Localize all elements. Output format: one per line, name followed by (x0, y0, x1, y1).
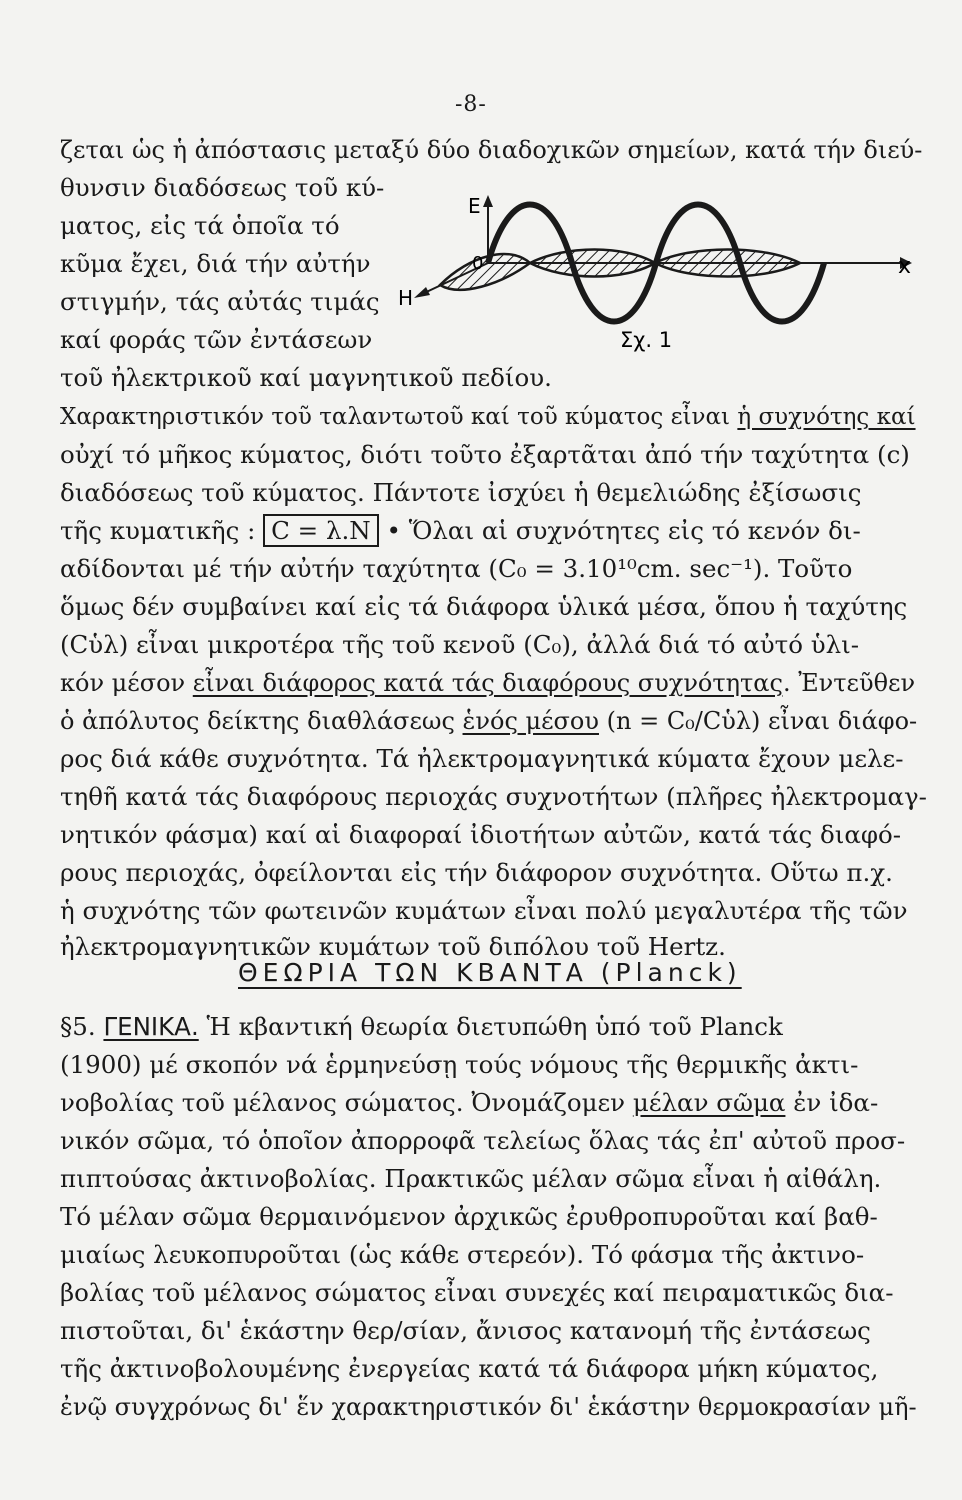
text-line: τοῦ ἠλεκτρικοῦ καί μαγνητικοῦ πεδίου. (60, 363, 552, 392)
text-line: ρους περιοχάς, ὀφείλονται εἰς τήν διάφορον συχνότητα. Οὕτω π.χ. (60, 858, 893, 887)
text-segment: . Ἐντεῦθεν (782, 669, 916, 697)
underlined-phrase: μέλαν σῶμα (632, 1088, 786, 1117)
underlined-phrase: ἡ συχνότης καί (737, 404, 916, 430)
text-line: πιπτούσας ἀκτινοβολίας. Πρακτικῶς μέλαν σῶμα εἶναι ἡ αἰθάλη. (60, 1164, 882, 1193)
text-segment: (n = C₀/Cὑλ) εἶναι διάφο- (606, 707, 918, 735)
text-line: (1900) μέ σκοπόν νά ἑρμηνεύσῃ τούς νόμους τῆς θερμικῆς ἀκτι- (60, 1050, 859, 1079)
text-line: ὅμως δέν συμβαίνει καί εἰς τά διάφορα ὑλικά μέσα, ὅπου ἡ ταχύτης (60, 592, 908, 621)
section-label: ΓΕΝΙΚΑ. (103, 1012, 199, 1041)
text-line: μιαίως λευκοπυροῦται (ὡς κάθε στερεόν). Τό φάσμα τῆς ἀκτινο- (60, 1240, 865, 1269)
figure-caption: Σχ. 1 (620, 328, 673, 352)
boxed-equation: C = λ.N (263, 514, 379, 547)
text-line: ἠλεκτρομαγνητικῶν κυμάτων τοῦ διπόλου τοῦ Hertz. (60, 932, 726, 961)
e-axis-arrow (483, 195, 493, 207)
text-line (60, 516, 861, 546)
text-segment: Ἡ κβαντική θεωρία διετυπώθη ὑπό τοῦ Planck (206, 1012, 783, 1041)
h-axis-arrow (414, 287, 430, 298)
text-line: στιγμήν, τάς αὐτάς τιμάς (60, 287, 380, 316)
text-line (60, 402, 916, 432)
text-line: βολίας τοῦ μέλανος σώματος εἶναι συνεχές καί πειραματικῶς δια- (60, 1278, 894, 1307)
origin-label: 0 (472, 253, 484, 274)
text-line: ρος διά κάθε συχνότητα. Τά ἠλεκτρομαγνητικά κύματα ἔχουν μελε- (60, 744, 904, 773)
text-line: νητικόν φάσμα) καί αἱ διαφοραί ἰδιοτήτων αὐτῶν, κατά τάς διαφό- (60, 820, 902, 849)
text-segment: • Ὅλαι αἱ συχνότητες εἰς τό κενόν δι- (386, 516, 861, 545)
text-line (60, 668, 915, 698)
text-line: πιστοῦται, δι' ἑκάστην θερ/σίαν, ἄνισος κατανομή τῆς ἐντάσεως (60, 1316, 871, 1345)
text-line: ἐνῷ συγχρόνως δι' ἕν χαρακτηριστικόν δι' ἑκάστην θερμοκρασίαν μῆ- (60, 1393, 917, 1421)
magnetic-wave-lobe (530, 250, 655, 277)
text-segment: νοβολίας τοῦ μέλανος σώματος. Ὀνομάζομεν (60, 1088, 626, 1117)
text-line: (Cὑλ) εἶναι μικροτέρα τῆς τοῦ κενοῦ (C₀), ἀλλά διά τό αὐτό ὑλι- (60, 630, 860, 659)
section-heading: ΘΕΩΡΙΑ ΤΩΝ ΚΒΑΝΤΑ (Planck) (238, 958, 742, 987)
text-line: ἡ συχνότης τῶν φωτεινῶν κυμάτων εἶναι πολύ μεγαλυτέρα τῆς τῶν (60, 896, 908, 925)
text-segment: κόν μέσον (60, 669, 186, 697)
axis-h-label: H (398, 286, 414, 310)
text-segment: ἐν ἰδα- (793, 1088, 879, 1117)
text-segment: ὁ ἀπόλυτος δείκτης διαθλάσεως (60, 707, 455, 735)
section-number: §5. (60, 1012, 96, 1041)
magnetic-wave-lobe (440, 254, 530, 290)
text-line: ματος, εἰς τά ὁποῖα τό (60, 211, 340, 240)
text-line: διαδόσεως τοῦ κύματος. Πάντοτε ἰσχύει ἡ θεμελιώδης ἐξίσωσις (60, 478, 862, 507)
text-line: ζεται ὡς ἡ ἀπόστασις μεταξύ δύο διαδοχικῶν σημείων, κατά τήν διεύ- (60, 136, 923, 164)
page-number: -8- (455, 92, 487, 117)
wave-figure (380, 185, 925, 360)
text-line: αδίδονται μέ τήν αὐτήν ταχύτητα (C₀ = 3.10¹⁰cm. sec⁻¹). Τοῦτο (60, 554, 853, 583)
text-line (60, 1012, 783, 1042)
text-line: τῆς ἀκτινοβολουμένης ἐνεργείας κατά τά διάφορα μήκη κύματος, (60, 1354, 879, 1383)
underlined-phrase: εἶναι διάφορος κατά τάς διαφόρους συχνότητας (192, 669, 783, 697)
text-segment: τῆς κυματικῆς : (60, 516, 256, 545)
text-line (60, 1088, 878, 1118)
axis-e-label: E (468, 194, 481, 218)
text-line: νικόν σῶμα, τό ὁποῖον ἀπορροφᾶ τελείως ὅλας τάς ἐπ' αὐτοῦ προσ- (60, 1126, 906, 1155)
magnetic-wave-lobe (655, 250, 800, 277)
underlined-phrase: ἑνός μέσου (462, 707, 599, 735)
text-segment: Χαρακτηριστικόν τοῦ ταλαντωτοῦ καί τοῦ κύματος εἶναι (60, 404, 731, 430)
text-line: Τό μέλαν σῶμα θερμαινόμενον ἀρχικῶς ἐρυθροπυροῦται καί βαθ- (60, 1202, 878, 1231)
text-line (60, 706, 917, 736)
text-line: οὐχί τό μῆκος κύματος, διότι τοῦτο ἐξαρτᾶται ἀπό τήν ταχύτητα (c) (60, 440, 910, 469)
text-line: θυνσιν διαδόσεως τοῦ κύ- (60, 173, 385, 202)
text-line: καί φοράς τῶν ἐντάσεων (60, 325, 373, 354)
axis-x-label: x (898, 254, 912, 279)
text-line: τηθῆ κατά τάς διαφόρους περιοχάς συχνοτήτων (πλῆρες ἠλεκτρομαγ- (60, 782, 927, 811)
text-line: κῦμα ἔχει, διά τήν αὐτήν (60, 249, 371, 278)
